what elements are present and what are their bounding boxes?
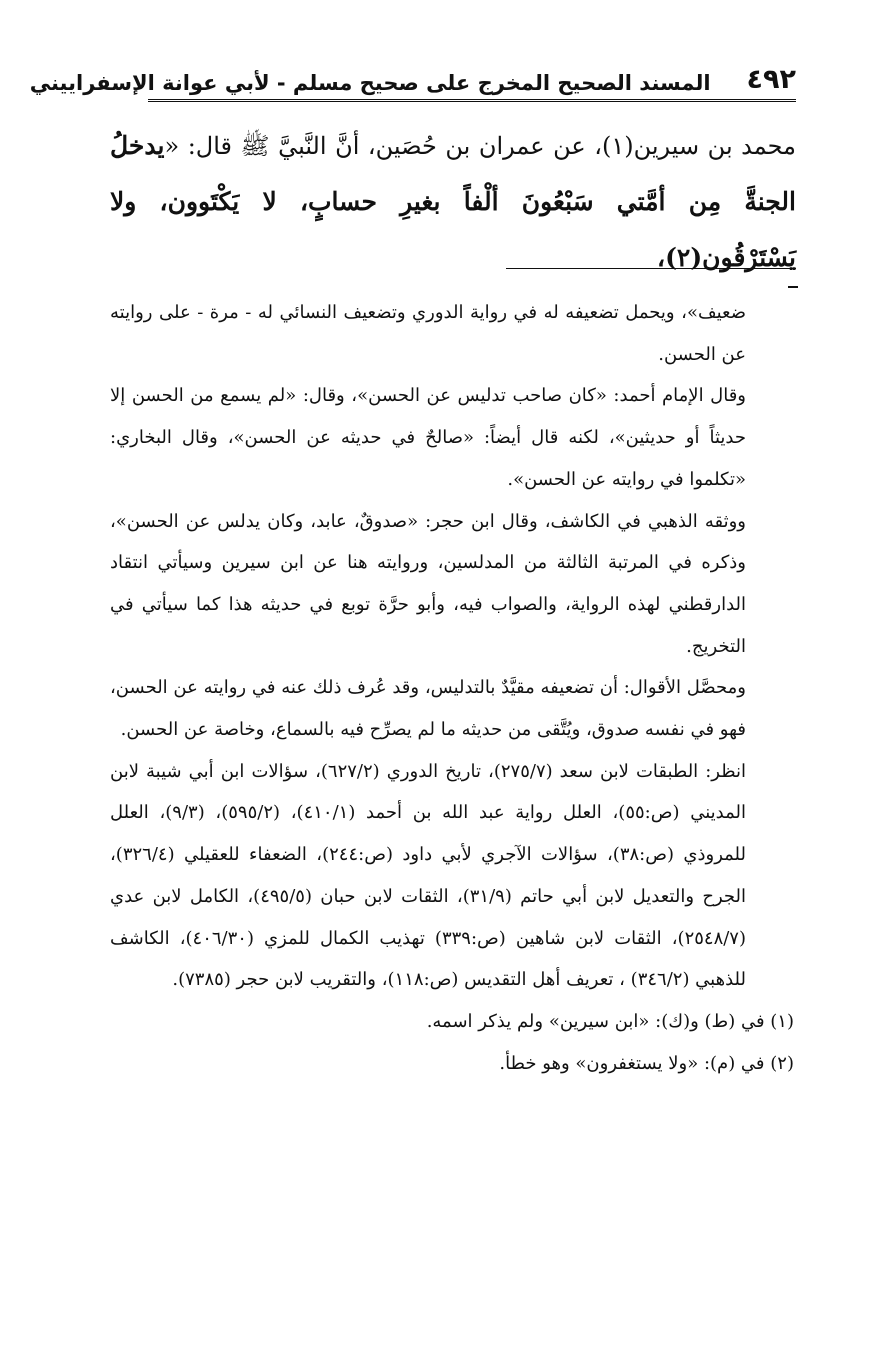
footnote-divider (506, 268, 796, 269)
footnote-paragraph: وقال الإمام أحمد: «كان صاحب تدليس عن الحسن»، وقال: «لم يسمع من الحسن إلا حديثاً أو حديثين»، لكنه قال أيضاً: «صالحٌ في حديثه عن الحسن»، وقال البخاري: «تكلموا في روايته عن الحسن». (110, 385, 746, 490)
running-title: المسند الصحيح المخرج على صحيح مسلم - لأبي عوانة الإسفراييني (29, 71, 711, 95)
continuation-mark (788, 286, 798, 288)
footnote-paragraph: ووثقه الذهبي في الكاشف، وقال ابن حجر: «صدوقٌ، عابد، وكان يدلس عن الحسن»، وذكره في المرتبة الثالثة من المدلسين، وروايته هنا عن ابن سيرين وسيأتي انتقاد الدارقطني لهذه الرواية، والصواب فيه، وأبو حرَّة توبع في حديثه هذا كما سيأتي في التخريج. (110, 510, 746, 657)
footnote-2: (٢) في (م): «ولا يستغفرون» وهو خطأ. (499, 1052, 794, 1074)
main-text (110, 118, 796, 286)
footnote-paragraph: ومحصَّل الأقوال: أن تضعيفه مقيَّدٌ بالتدليس، وقد عُرف ذلك عنه في روايته عن الحسن، فهو في نفسه صدوق، ويُتَّقى من حديثه ما لم يصرِّح فيه بالسماع، وخاصة عن الحسن. (110, 677, 746, 741)
footnotes (110, 292, 794, 1084)
page-header (29, 58, 796, 102)
main-text-intro: محمد بن سيرين(١)، عن عمران بن حُصَين، أنَّ النَّبيَّ ﷺ قال: « (164, 132, 796, 160)
footnote-1: (١) في (ط) و(ك): «ابن سيرين» ولم يذكر اسمه. (426, 1010, 794, 1032)
hadith-text: يدخلُ الجنةَّ مِن أمَّتي سَبْعُونَ ألْفاً بغيرِ حسابٍ، لا يَكْتَوون، ولا يَسْتَرْقُون(٢)، (110, 131, 796, 272)
footnote-paragraph: انظر: الطبقات لابن سعد (٢٧٥/٧)، تاريخ الدوري (٦٢٧/٢)، سؤالات ابن أبي شيبة لابن المديني (ص:٥٥)، العلل رواية عبد الله بن أحمد (٤١٠/١)، (٥٩٥/٢)، (٩/٣)، العلل للمروذي (ص:٣٨)، سؤالات الآجري لأبي داود (ص:٢٤٤)، الضعفاء للعقيلي (٣٢٦/٤)، الجرح والتعديل لابن أبي حاتم (٣١/٩)، الثقات لابن حبان (٤٩٥/٥)، الكامل لابن عدي (٢٥٤٨/٧)، الثقات لابن شاهين (ص:٣٣٩) تهذيب الكمال للمزي (٤٠٦/٣٠)، الكاشف للذهبي (٣٤٦/٢) ، تعريف أهل التقديس (ص:١١٨)، والتقريب لابن حجر (٧٣٨٥). (110, 760, 747, 991)
footnote-paragraph: ضعيف»، ويحمل تضعيفه له في رواية الدوري وتضعيف النسائي له - مرة - على روايته عن الحسن. (110, 302, 746, 365)
page-number: ٤٩٢ (746, 64, 796, 95)
